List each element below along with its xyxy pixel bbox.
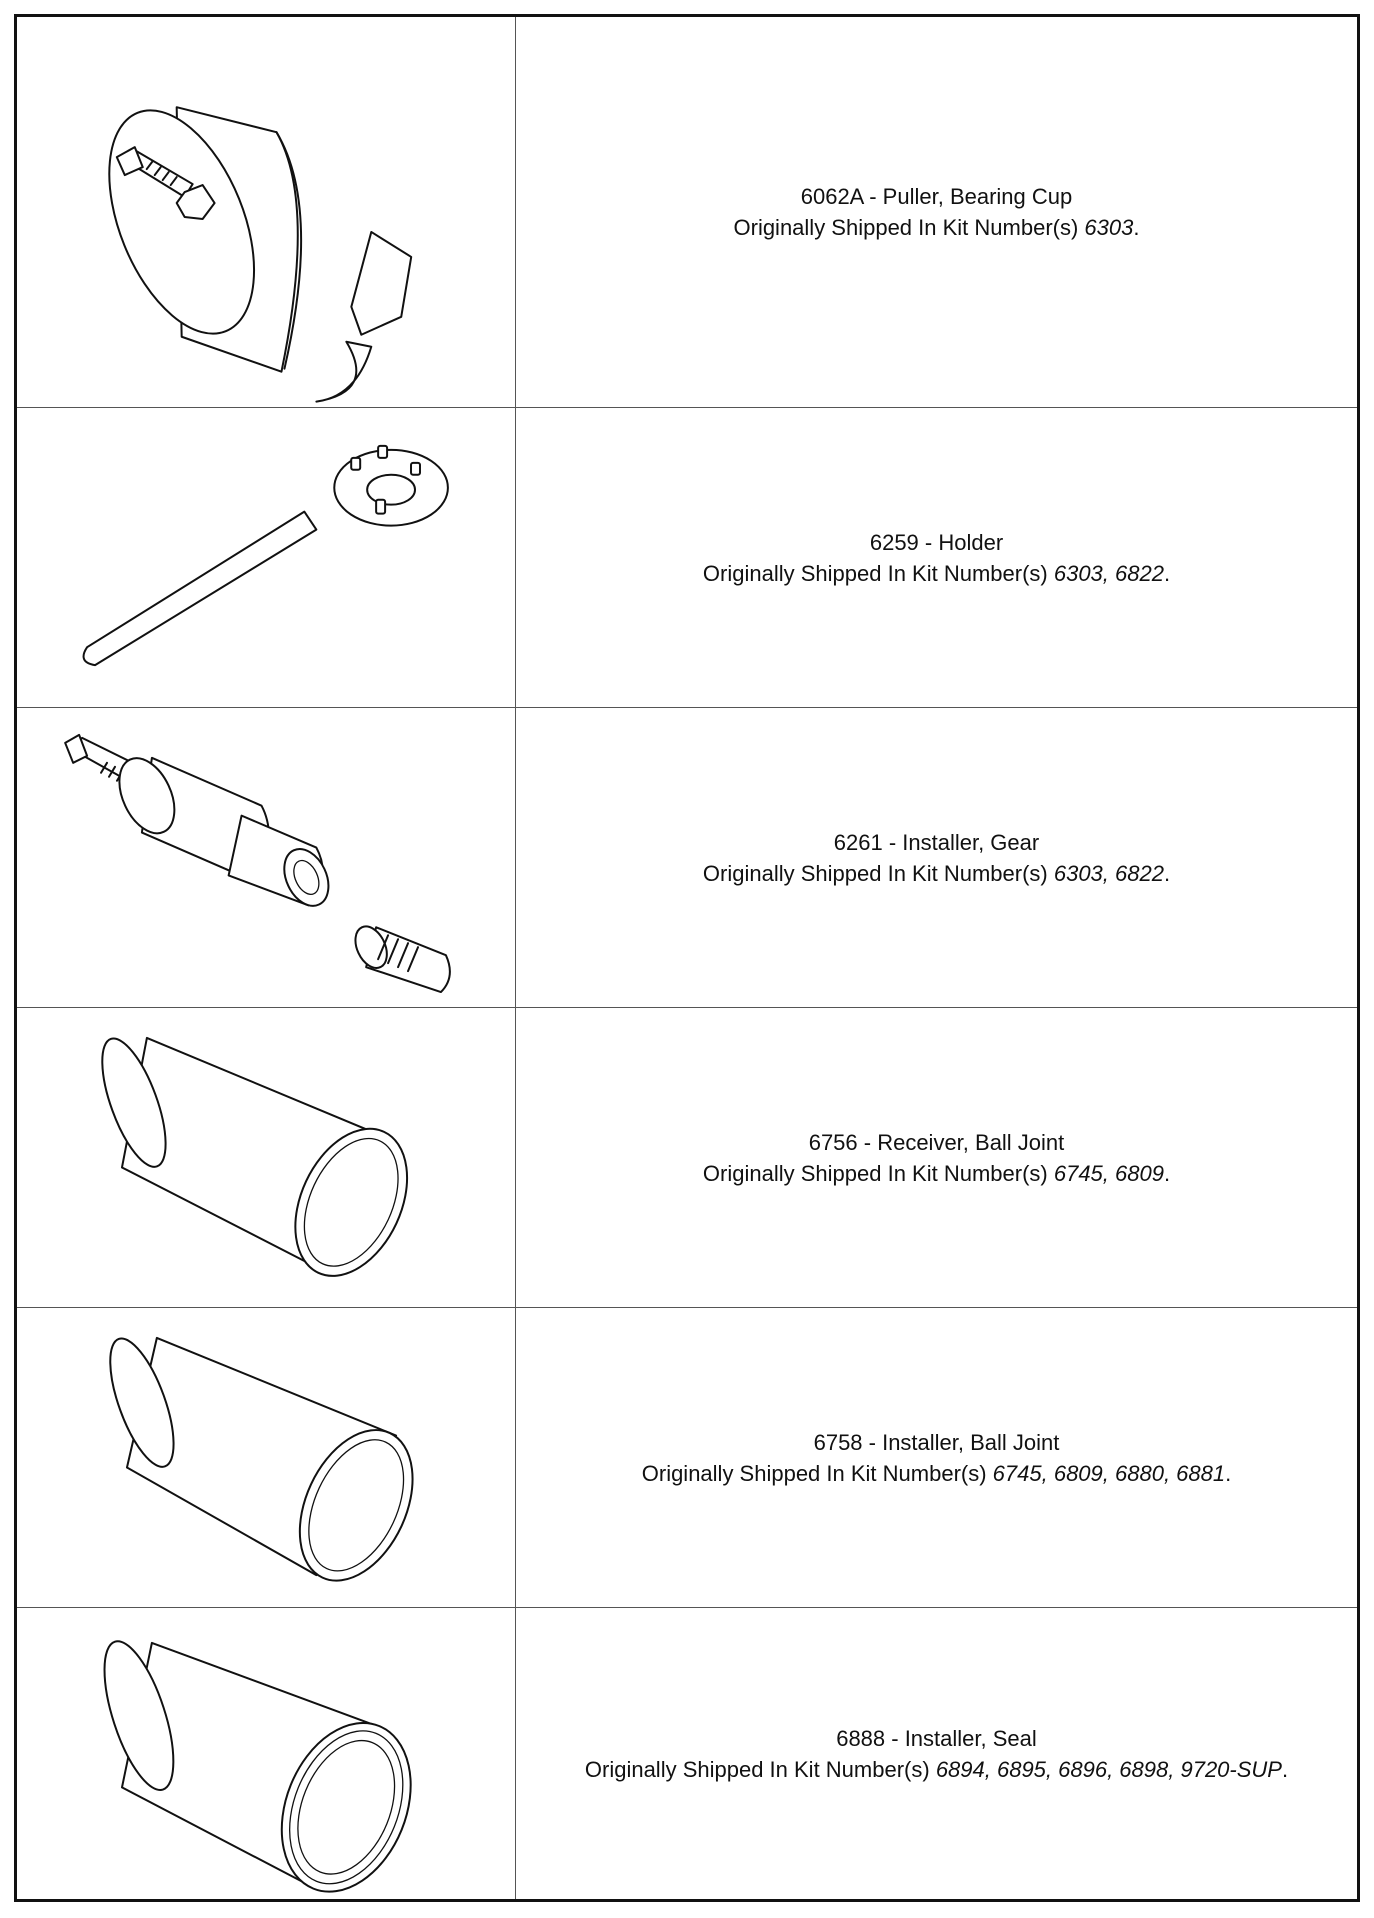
kit-line — [703, 558, 1170, 589]
tool-row — [17, 707, 1357, 1007]
kit-numbers: 6303 — [1084, 215, 1134, 240]
kit-numbers: 6303, 6822 — [1053, 560, 1164, 586]
kit-line — [703, 858, 1170, 889]
seal-installer-drawing — [17, 1608, 515, 1899]
tool-description — [516, 408, 1357, 707]
tool-row — [17, 17, 1357, 407]
kit-numbers: 6894, 6895, 6896, 6898, 9720-SUP — [935, 1756, 1282, 1782]
tool-row — [17, 1007, 1357, 1307]
tool-title: 6756 - Receiver, Ball Joint — [808, 1129, 1065, 1155]
tool-image-cell — [17, 408, 516, 707]
tool-description — [516, 1608, 1357, 1899]
tool-title: 6062A - Puller, Bearing Cup — [800, 184, 1073, 209]
tool-title: 6888 - Installer, Seal — [836, 1725, 1037, 1751]
tool-table — [14, 14, 1360, 1902]
tool-image-cell — [17, 1308, 516, 1607]
kit-numbers: 6745, 6809, 6880, 6881 — [992, 1460, 1226, 1486]
tool-description — [516, 17, 1357, 407]
kit-line — [585, 1754, 1288, 1785]
kit-prefix: Originally Shipped In Kit Number(s) — [702, 560, 1054, 586]
ball-joint-receiver-drawing — [17, 1008, 515, 1307]
tool-description — [516, 708, 1357, 1007]
kit-line — [734, 212, 1140, 243]
kit-numbers: 6745, 6809 — [1053, 1160, 1164, 1186]
tool-image-cell — [17, 1608, 516, 1899]
tool-title: 6259 - Holder — [869, 529, 1004, 555]
gear-installer-drawing — [17, 708, 515, 1007]
kit-suffix: . — [1225, 1460, 1232, 1486]
kit-prefix: Originally Shipped In Kit Number(s) — [584, 1756, 936, 1782]
bearing-cup-puller-drawing — [17, 17, 515, 407]
tool-row — [17, 1607, 1357, 1899]
kit-suffix: . — [1133, 215, 1140, 240]
tool-description — [516, 1308, 1357, 1607]
tool-image-cell — [17, 708, 516, 1007]
holder-drawing — [17, 408, 515, 707]
kit-prefix: Originally Shipped In Kit Number(s) — [641, 1460, 993, 1486]
kit-prefix: Originally Shipped In Kit Number(s) — [733, 215, 1085, 240]
kit-numbers: 6303, 6822 — [1053, 860, 1164, 886]
kit-suffix: . — [1163, 1160, 1171, 1186]
kit-suffix: . — [1163, 560, 1171, 586]
kit-line — [703, 1158, 1170, 1189]
tool-row — [17, 1307, 1357, 1607]
tool-image-cell — [17, 17, 516, 407]
kit-suffix: . — [1163, 860, 1171, 886]
kit-prefix: Originally Shipped In Kit Number(s) — [702, 1160, 1054, 1186]
tool-title: 6758 - Installer, Ball Joint — [813, 1429, 1060, 1455]
kit-suffix: . — [1281, 1756, 1289, 1782]
ball-joint-installer-drawing — [17, 1308, 515, 1607]
tool-row — [17, 407, 1357, 707]
tool-description — [516, 1008, 1357, 1307]
kit-prefix: Originally Shipped In Kit Number(s) — [702, 860, 1054, 886]
kit-line — [642, 1458, 1232, 1489]
tool-title: 6261 - Installer, Gear — [833, 829, 1040, 855]
tool-image-cell — [17, 1008, 516, 1307]
